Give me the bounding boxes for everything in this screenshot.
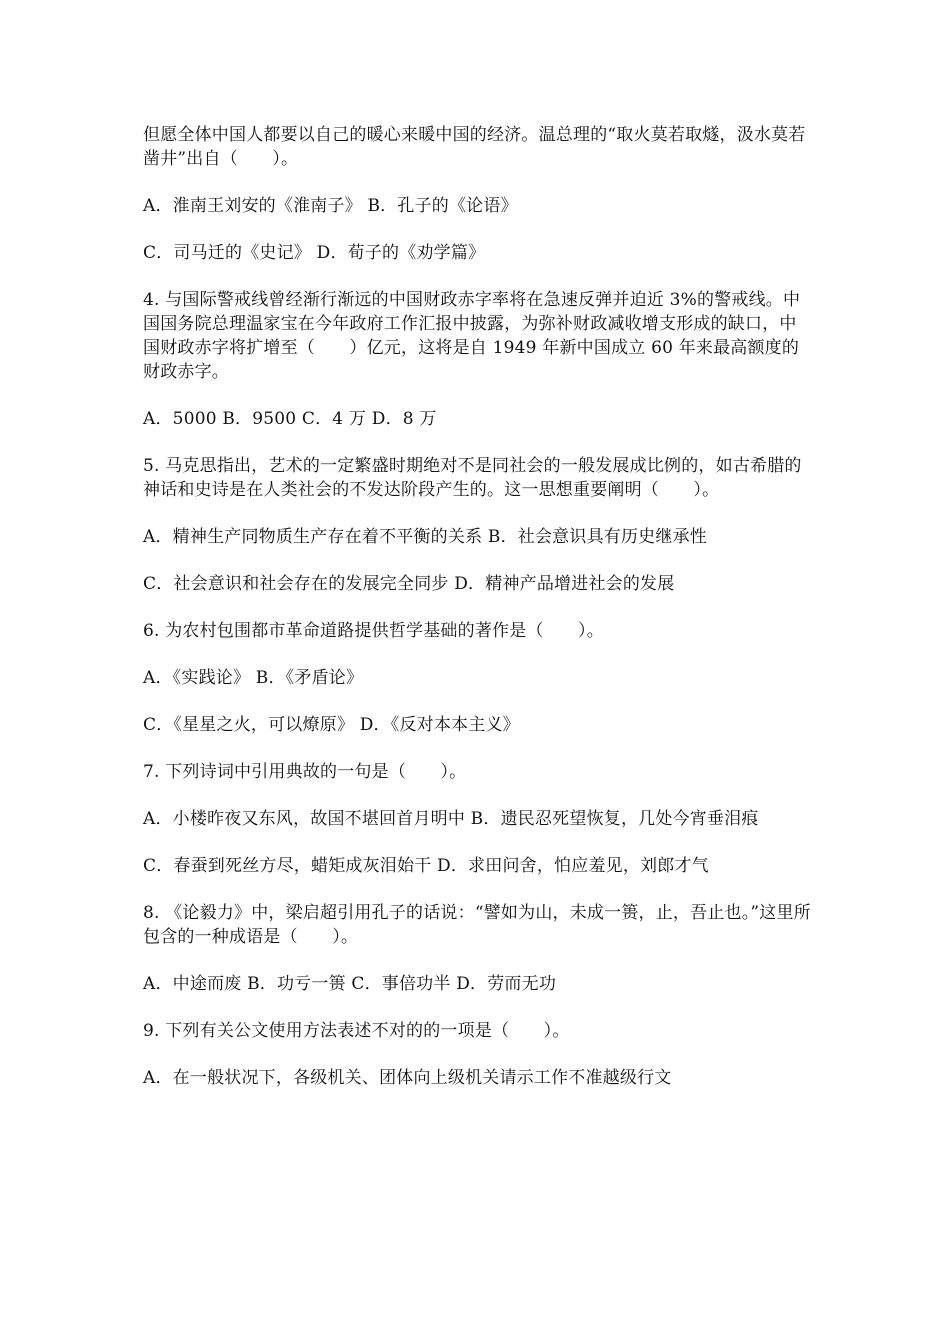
question-5-stem: 5. 马克思指出，艺术的一定繁盛时期绝对不是同社会的一般发展成比例的，如古希腊的神话和史诗是在人类社会的不发达阶段产生的。这一思想重要阐明（ ）。: [143, 456, 802, 500]
document-body: [143, 123, 813, 1113]
question-6-stem: 6. 为农村包围都市革命道路提供哲学基础的著作是（ ）。: [143, 621, 604, 641]
question-5-options-ab: A．精神生产同物质生产存在着不平衡的关系 B．社会意识具有历史继承性: [143, 527, 707, 547]
question-3-options-ab: A．淮南王刘安的《淮南子》 B．孔子的《论语》: [143, 196, 518, 216]
question-8-stem: 8. 《论毅力》中，梁启超引用孔子的话说：“譬如为山，未成一篑，止，吾止也。”这里所包含的一种成语是（ ）。: [143, 903, 811, 947]
question-5-options-cd: C．社会意识和社会存在的发展完全同步 D．精神产品增进社会的发展: [143, 574, 675, 594]
question-7-options-ab: A．小楼昨夜又东风，故国不堪回首月明中 B．遗民忍死望恢复，几处今宵垂泪痕: [143, 809, 759, 829]
question-8-options: A．中途而废 B．功亏一篑 C．事倍功半 D．劳而无功: [143, 974, 557, 994]
question-6-options-ab: A．《实践论》 B．《矛盾论》: [143, 668, 364, 688]
question-4-options: A．5000 B．9500 C．4 万 D．8 万: [143, 409, 437, 429]
question-7-stem: 7. 下列诗词中引用典故的一句是（ ）。: [143, 762, 467, 782]
question-7-options-cd: C．春蚕到死丝方尽，蜡矩成灰泪始干 D．求田问舍，怕应羞见，刘郎才气: [143, 856, 709, 876]
question-6-options-cd: C．《星星之火，可以燎原》 D．《反对本本主义》: [143, 715, 520, 735]
question-9-option-a: A．在一般状况下，各级机关、团体向上级机关请示工作不准越级行文: [143, 1068, 672, 1088]
question-4-stem: 4. 与国际警戒线曾经渐行渐远的中国财政赤字率将在急速反弹并迫近 3%的警戒线。中国国务院总理温家宝在今年政府工作汇报中披露，为弥补财政减收增支形成的缺口，中国财政赤字将扩增至（ ）亿元，这将是自 1949 年新中国成立 60 年来最高额度的财政赤字。: [143, 290, 801, 382]
question-3-stem: 但愿全体中国人都要以自己的暖心来暖中国的经济。温总理的“取火莫若取燧，汲水莫若凿井”出自（ ）。: [143, 125, 806, 169]
question-3-options-cd: C．司马迁的《史记》 D．荀子的《劝学篇》: [143, 243, 486, 263]
question-9-stem: 9. 下列有关公文使用方法表述不对的的一项是（ ）。: [143, 1021, 570, 1041]
